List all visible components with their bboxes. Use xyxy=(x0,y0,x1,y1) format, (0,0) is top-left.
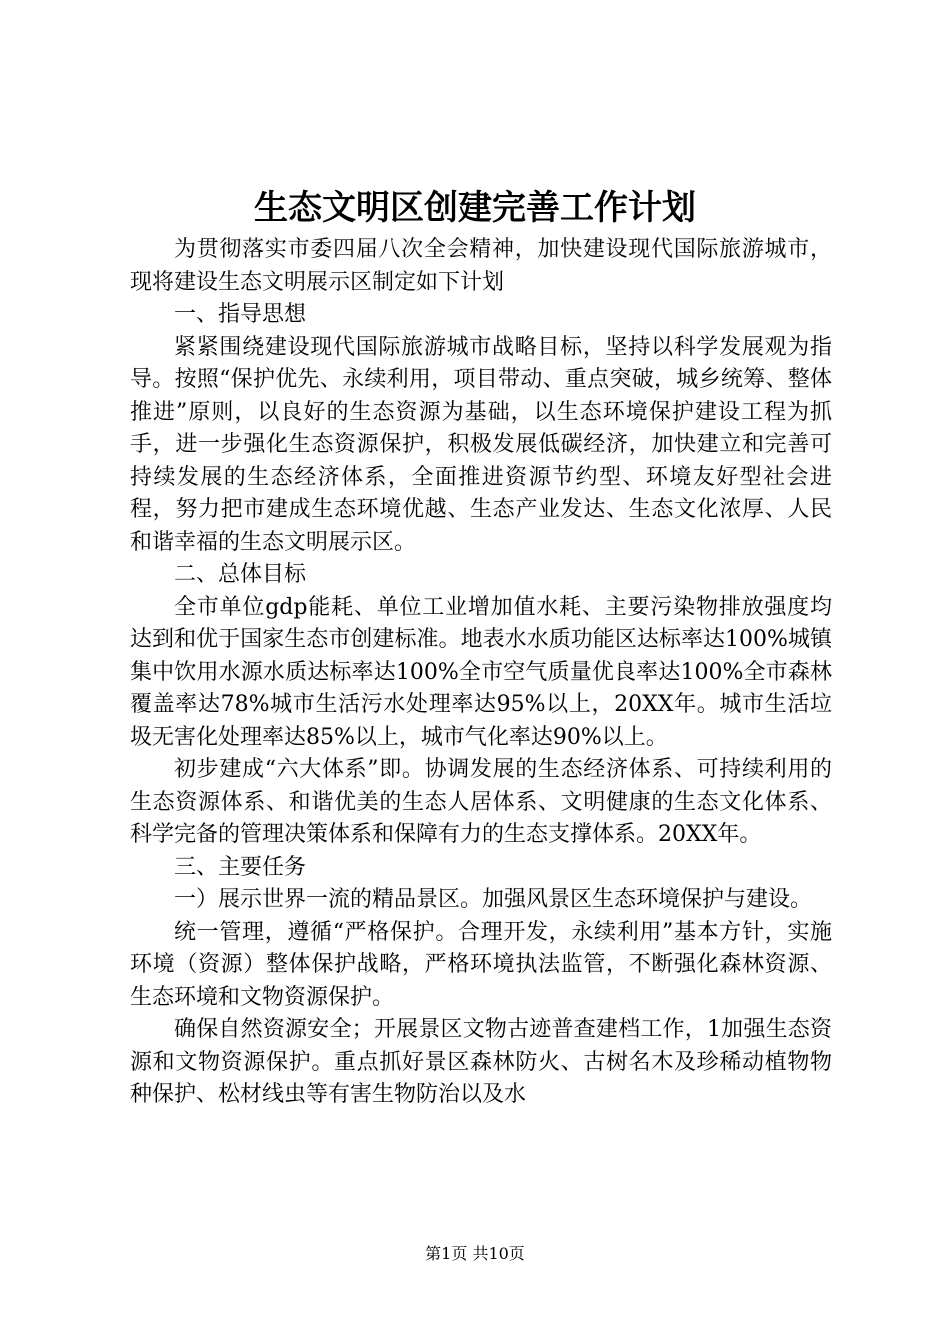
intro-paragraph: 为贯彻落实市委四届八次全会精神，加快建设现代国际旅游城市，现将建设生态文明展示区制定如下计划 xyxy=(130,237,832,295)
resource-safety-paragraph: 确保自然资源安全；开展景区文物古迹普查建档工作，1加强生态资源和文物资源保护。重点抓好景区森林防火、古树名木及珍稀动植物物种保护、松材线虫等有害生物防治以及水 xyxy=(130,1017,832,1107)
section-heading-overall-goals: 二、总体目标 xyxy=(174,562,307,587)
task-one-paragraph: 一）展示世界一流的精品景区。加强风景区生态环境保护与建设。 xyxy=(174,887,813,912)
guiding-ideology-paragraph: 紧紧围绕建设现代国际旅游城市战略目标，坚持以科学发展观为指导。按照“保护优先、永续利用，项目带动、重点突破，城乡统筹、整体推进”原则，以良好的生态资源为基础，以生态环境保护建设工程为抓手，进一步强化生态资源保护，积极发展低碳经济，加快建立和完善可持续发展的生态经济体系，全面推进资源节约型、环境友好型社会进程，努力把市建成生态环境优越、生态产业发达、生态文化浓厚、人民和谐幸福的生态文明展示区。 xyxy=(130,334,832,555)
overall-goals-paragraph: 全市单位gdp能耗、单位工业增加值水耗、主要污染物排放强度均达到和优于国家生态市创建标准。地表水水质功能区达标率达100%城镇集中饮用水源水质达标率达100%全市空气质量优良率达100%全市森林覆盖率达78%城市生活污水处理率达95%以上，20XX年。城市生活垃圾无害化处理率达85%以上，城市气化率达90%以上。 xyxy=(130,594,832,750)
document-body xyxy=(130,234,832,1112)
section-heading-guiding-ideology: 一、指导思想 xyxy=(174,302,307,327)
six-systems-paragraph: 初步建成“六大体系”即。协调发展的生态经济体系、可持续利用的生态资源体系、和谐优美的生态人居体系、文明健康的生态文化体系、科学完备的管理决策体系和保障有力的生态支撑体系。20XX年。 xyxy=(130,757,832,847)
section-heading-main-tasks: 三、主要任务 xyxy=(174,854,307,880)
page-title: 生态文明区创建完善工作计划 xyxy=(254,188,696,228)
page-number-footer: 第1页 共10页 xyxy=(425,1244,525,1263)
unified-management-paragraph: 统一管理，遵循“严格保护。合理开发，永续利用”基本方针，实施环境（资源）整体保护战略，严格环境执法监管，不断强化森林资源、生态环境和文物资源保护。 xyxy=(130,919,832,1010)
